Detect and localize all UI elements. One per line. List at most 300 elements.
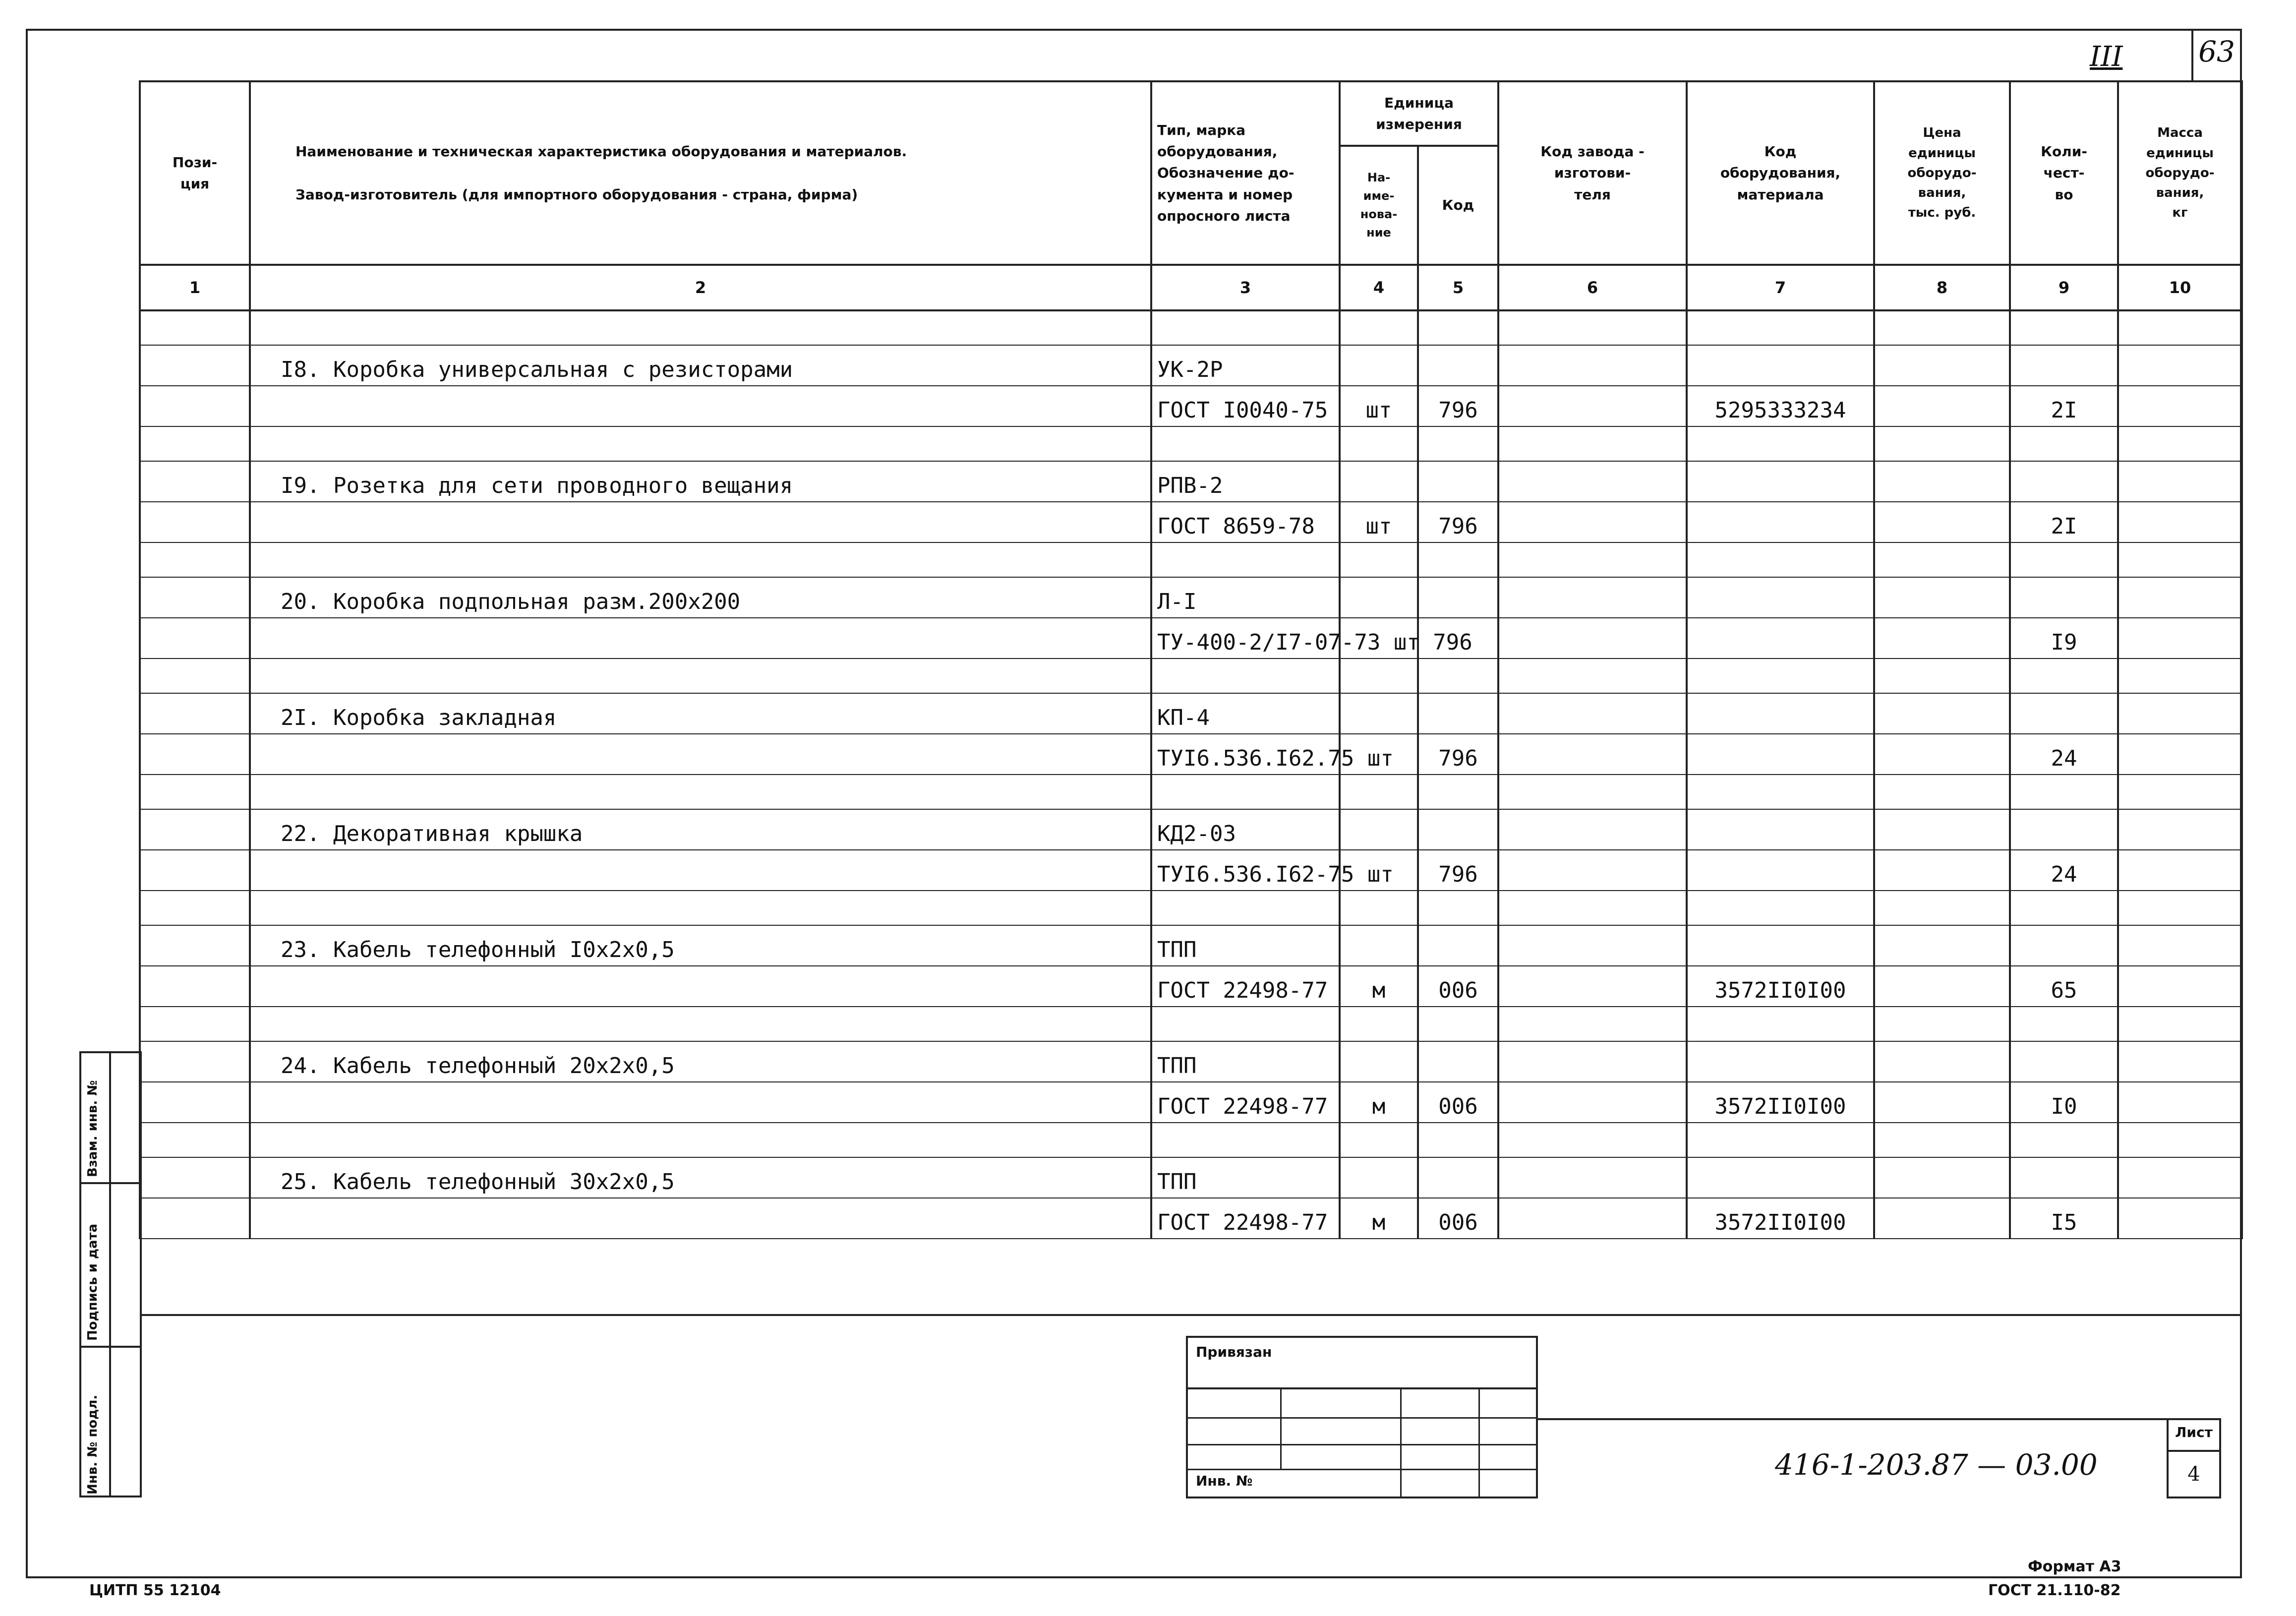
item-price <box>1874 850 2010 891</box>
header-unit: Единица измерения <box>1340 81 1498 146</box>
item-name: I9. Розетка для сети проводного вещания <box>250 461 1151 502</box>
empty-cell <box>1340 658 1418 693</box>
empty-cell <box>2118 1041 2242 1082</box>
empty-cell <box>250 386 1151 426</box>
spacer-row <box>140 658 2242 693</box>
item-price <box>1874 734 2010 775</box>
empty-cell <box>250 542 1151 577</box>
item-type: КП-4 <box>1151 693 1340 734</box>
item-price <box>1874 966 2010 1007</box>
empty-cell <box>250 618 1151 658</box>
item-row-name <box>140 577 2242 618</box>
item-document: ГОСТ I0040-75 <box>1151 386 1340 426</box>
empty-cell <box>1151 658 1340 693</box>
empty-cell <box>1498 925 1687 966</box>
item-name: 25. Кабель телефонный 30х2х0,5 <box>250 1157 1151 1198</box>
empty-cell <box>1874 1123 2010 1157</box>
empty-cell <box>140 1007 250 1041</box>
empty-cell <box>1418 542 1498 577</box>
empty-cell <box>140 658 250 693</box>
empty-cell <box>250 734 1151 775</box>
position-cell <box>140 850 250 891</box>
empty-cell <box>1418 693 1498 734</box>
empty-cell <box>140 775 250 809</box>
empty-cell <box>1498 1123 1687 1157</box>
empty-cell <box>2010 775 2118 809</box>
empty-cell <box>2010 345 2118 386</box>
spacer-row <box>140 542 2242 577</box>
item-equipment-code: 3572II0I00 <box>1687 966 1874 1007</box>
title-block-line <box>1538 1418 2167 1420</box>
item-unit-code: 006 <box>1418 1198 1498 1239</box>
empty-cell <box>1874 426 2010 461</box>
column-number: 8 <box>1874 265 2010 310</box>
empty-cell <box>1418 658 1498 693</box>
item-plant-code <box>1498 850 1687 891</box>
column-number: 1 <box>140 265 250 310</box>
column-number: 6 <box>1498 265 1687 310</box>
stamp-inventory-label: Инв. № <box>1196 1473 1253 1489</box>
item-type: ТПП <box>1151 1157 1340 1198</box>
empty-cell <box>1151 310 1340 345</box>
item-row-details <box>140 734 2242 775</box>
item-mass <box>2118 1082 2242 1123</box>
empty-cell <box>1874 775 2010 809</box>
position-cell <box>140 386 250 426</box>
empty-cell <box>1151 1123 1340 1157</box>
empty-cell <box>250 502 1151 542</box>
side-label-original-inventory: Инв. № подл. <box>85 1394 100 1495</box>
empty-cell <box>140 1123 250 1157</box>
stamp-label: Привязан <box>1196 1344 1272 1360</box>
item-document: ТУI6.536.I62.75 шт <box>1151 734 1340 775</box>
empty-cell <box>1340 577 1418 618</box>
item-unit-code: 006 <box>1418 1082 1498 1123</box>
header-equipment-code: Код оборудования, материала <box>1687 81 1874 265</box>
empty-cell <box>1498 693 1687 734</box>
item-price <box>1874 386 2010 426</box>
spacer-row <box>140 775 2242 809</box>
stamp-line <box>1280 1387 1282 1469</box>
item-plant-code <box>1498 618 1687 658</box>
item-row-details <box>140 386 2242 426</box>
empty-cell <box>1498 1157 1687 1198</box>
empty-cell <box>2010 461 2118 502</box>
item-name: 23. Кабель телефонный I0х2х0,5 <box>250 925 1151 966</box>
empty-cell <box>1874 693 2010 734</box>
empty-cell <box>1498 345 1687 386</box>
empty-cell <box>1874 542 2010 577</box>
item-row-name <box>140 693 2242 734</box>
item-unit: м <box>1340 1198 1418 1239</box>
item-row-name <box>140 925 2242 966</box>
item-unit: шт <box>1340 502 1418 542</box>
sheet-box-line <box>2169 1450 2219 1452</box>
spacer-row <box>140 310 2242 345</box>
empty-cell <box>1498 461 1687 502</box>
spacer-row <box>140 1007 2242 1041</box>
side-strip-divider <box>109 1053 111 1496</box>
item-name: 2I. Коробка закладная <box>250 693 1151 734</box>
item-plant-code <box>1498 734 1687 775</box>
header-plant-code: Код завода - изготови- теля <box>1498 81 1687 265</box>
item-name: 24. Кабель телефонный 20х2х0,5 <box>250 1041 1151 1082</box>
position-cell <box>140 925 250 966</box>
empty-cell <box>1340 775 1418 809</box>
empty-cell <box>2010 1157 2118 1198</box>
empty-cell <box>1418 1123 1498 1157</box>
empty-cell <box>2010 310 2118 345</box>
item-row-name <box>140 809 2242 850</box>
empty-cell <box>1151 426 1340 461</box>
empty-cell <box>1418 345 1498 386</box>
empty-cell <box>1418 577 1498 618</box>
empty-cell <box>2010 891 2118 925</box>
empty-cell <box>1151 1007 1340 1041</box>
column-number: 3 <box>1151 265 1340 310</box>
empty-cell <box>1340 426 1418 461</box>
empty-cell <box>1418 891 1498 925</box>
spacer-row <box>140 891 2242 925</box>
empty-cell <box>1874 809 2010 850</box>
footer-standard: ГОСТ 21.110-82 <box>1988 1582 2121 1599</box>
item-document: ТУ-400-2/I7-07-73 шт 796 <box>1151 618 1340 658</box>
empty-cell <box>250 310 1151 345</box>
item-row-details <box>140 1198 2242 1239</box>
item-unit-code: 796 <box>1418 734 1498 775</box>
item-equipment-code: 3572II0I00 <box>1687 1198 1874 1239</box>
item-row-details <box>140 1082 2242 1123</box>
item-type: ТПП <box>1151 1041 1340 1082</box>
item-price <box>1874 618 2010 658</box>
empty-cell <box>2118 577 2242 618</box>
header-price: Цена единицы оборудо- вания, тыс. руб. <box>1874 81 2010 265</box>
item-plant-code <box>1498 966 1687 1007</box>
empty-cell <box>250 426 1151 461</box>
header-quantity: Коли- чест- во <box>2010 81 2118 265</box>
item-name: 22. Декоративная крышка <box>250 809 1151 850</box>
empty-cell <box>1418 461 1498 502</box>
empty-cell <box>140 542 250 577</box>
item-equipment-code <box>1687 618 1874 658</box>
header-mass: Масса единицы оборудо- вания, кг <box>2118 81 2242 265</box>
empty-cell <box>140 310 250 345</box>
item-unit: шт <box>1340 386 1418 426</box>
empty-cell <box>1687 542 1874 577</box>
empty-cell <box>1687 1157 1874 1198</box>
empty-cell <box>1874 891 2010 925</box>
item-quantity: 65 <box>2010 966 2118 1007</box>
empty-cell <box>140 891 250 925</box>
position-cell <box>140 502 250 542</box>
item-quantity: 24 <box>2010 734 2118 775</box>
empty-cell <box>2010 658 2118 693</box>
position-cell <box>140 618 250 658</box>
item-unit: м <box>1340 966 1418 1007</box>
empty-cell <box>250 1123 1151 1157</box>
side-label-signature-date: Подпись и дата <box>85 1223 100 1341</box>
empty-cell <box>1498 775 1687 809</box>
empty-cell <box>1687 577 1874 618</box>
footer-publisher: ЦИТП 55 12104 <box>89 1582 221 1599</box>
empty-cell <box>1340 542 1418 577</box>
empty-cell <box>1498 891 1687 925</box>
item-unit-code: 006 <box>1418 966 1498 1007</box>
item-type: ТПП <box>1151 925 1340 966</box>
side-strip-line <box>81 1182 140 1184</box>
side-label-replace-inventory: Взам. инв. № <box>85 1080 100 1177</box>
position-cell <box>140 345 250 386</box>
empty-cell <box>1874 345 2010 386</box>
empty-cell <box>2010 809 2118 850</box>
empty-cell <box>1151 542 1340 577</box>
empty-cell <box>250 1198 1151 1239</box>
empty-cell <box>2118 925 2242 966</box>
item-type: Л-I <box>1151 577 1340 618</box>
empty-cell <box>1340 809 1418 850</box>
empty-cell <box>250 658 1151 693</box>
item-equipment-code: 3572II0I00 <box>1687 1082 1874 1123</box>
item-mass <box>2118 966 2242 1007</box>
header-unit-name: На- име- нова- ние <box>1340 146 1418 265</box>
item-row-name <box>140 1157 2242 1198</box>
item-unit: м <box>1340 1082 1418 1123</box>
position-cell <box>140 461 250 502</box>
position-cell <box>140 1198 250 1239</box>
item-row-details <box>140 618 2242 658</box>
empty-cell <box>2010 1007 2118 1041</box>
item-equipment-code <box>1687 850 1874 891</box>
item-document: ГОСТ 22498-77 <box>1151 966 1340 1007</box>
empty-cell <box>1498 426 1687 461</box>
item-mass <box>2118 850 2242 891</box>
empty-cell <box>1418 310 1498 345</box>
empty-cell <box>1498 577 1687 618</box>
item-name: 20. Коробка подпольная разм.200х200 <box>250 577 1151 618</box>
item-mass <box>2118 734 2242 775</box>
item-quantity: I5 <box>2010 1198 2118 1239</box>
column-number: 9 <box>2010 265 2118 310</box>
empty-cell <box>1418 925 1498 966</box>
item-row-name <box>140 345 2242 386</box>
item-mass <box>2118 618 2242 658</box>
item-price <box>1874 1198 2010 1239</box>
empty-cell <box>1687 345 1874 386</box>
item-plant-code <box>1498 1198 1687 1239</box>
empty-cell <box>2118 891 2242 925</box>
empty-cell <box>2118 775 2242 809</box>
item-plant-code <box>1498 502 1687 542</box>
item-document: ГОСТ 22498-77 <box>1151 1198 1340 1239</box>
item-quantity: I0 <box>2010 1082 2118 1123</box>
empty-cell <box>2010 1123 2118 1157</box>
empty-cell <box>1687 809 1874 850</box>
empty-cell <box>1151 775 1340 809</box>
section-roman-numeral: III <box>2090 41 2123 73</box>
header-unit-code: Код <box>1418 146 1498 265</box>
side-strip-line <box>81 1346 140 1348</box>
item-row-details <box>140 966 2242 1007</box>
empty-cell <box>250 891 1151 925</box>
empty-cell <box>2118 426 2242 461</box>
empty-cell <box>1340 1041 1418 1082</box>
sheet-number-box <box>2167 1418 2221 1498</box>
header-type: Тип, марка оборудования, Обозначение до- кумента и номер опросного листа <box>1151 81 1340 265</box>
empty-cell <box>1874 310 2010 345</box>
empty-cell <box>1340 310 1418 345</box>
empty-cell <box>2118 1123 2242 1157</box>
item-quantity: 2I <box>2010 386 2118 426</box>
item-type: РПВ-2 <box>1151 461 1340 502</box>
item-quantity: 2I <box>2010 502 2118 542</box>
empty-cell <box>250 850 1151 891</box>
empty-cell <box>2118 809 2242 850</box>
item-unit-code: 796 <box>1418 386 1498 426</box>
stamp-line <box>1478 1387 1480 1496</box>
item-equipment-code <box>1687 734 1874 775</box>
empty-cell <box>1498 658 1687 693</box>
approval-side-strip <box>79 1051 142 1497</box>
item-type: УК-2Р <box>1151 345 1340 386</box>
document-designation: 416-1-203.87 — 03.00 <box>1775 1448 2098 1482</box>
item-equipment-code: 5295333234 <box>1687 386 1874 426</box>
column-number: 7 <box>1687 265 1874 310</box>
item-row-name <box>140 461 2242 502</box>
item-unit-code: 796 <box>1418 502 1498 542</box>
empty-cell <box>1687 1041 1874 1082</box>
item-price <box>1874 502 2010 542</box>
position-cell <box>140 1157 250 1198</box>
empty-cell <box>250 966 1151 1007</box>
empty-cell <box>2118 345 2242 386</box>
column-number: 4 <box>1340 265 1418 310</box>
stamp-line <box>1188 1387 1536 1389</box>
item-document: ГОСТ 22498-77 <box>1151 1082 1340 1123</box>
position-cell <box>140 693 250 734</box>
empty-cell <box>1874 1157 2010 1198</box>
empty-cell <box>1874 1007 2010 1041</box>
empty-cell <box>2118 1007 2242 1041</box>
sheet-number: 4 <box>2187 1463 2200 1486</box>
empty-cell <box>1687 693 1874 734</box>
empty-cell <box>1498 310 1687 345</box>
item-document: ТУI6.536.I62-75 шт <box>1151 850 1340 891</box>
page-number: 63 <box>2198 35 2235 68</box>
empty-cell <box>1340 891 1418 925</box>
item-equipment-code <box>1687 502 1874 542</box>
empty-cell <box>2118 693 2242 734</box>
empty-cell <box>1340 461 1418 502</box>
empty-cell <box>2118 461 2242 502</box>
empty-cell <box>1418 1041 1498 1082</box>
item-row-name <box>140 1041 2242 1082</box>
item-unit-code: 796 <box>1418 850 1498 891</box>
empty-cell <box>2010 693 2118 734</box>
empty-cell <box>1687 1007 1874 1041</box>
position-cell <box>140 966 250 1007</box>
empty-cell <box>1874 1041 2010 1082</box>
empty-cell <box>2118 542 2242 577</box>
stamp-line <box>1188 1444 1536 1445</box>
stamp-line <box>1400 1387 1402 1496</box>
specification-table <box>139 80 2243 1239</box>
empty-cell <box>1874 461 2010 502</box>
empty-cell <box>1687 1123 1874 1157</box>
spacer-row <box>140 1123 2242 1157</box>
empty-cell <box>1340 925 1418 966</box>
empty-cell <box>1151 891 1340 925</box>
item-document: ГОСТ 8659-78 <box>1151 502 1340 542</box>
empty-cell <box>1874 925 2010 966</box>
empty-cell <box>2010 577 2118 618</box>
item-quantity: 24 <box>2010 850 2118 891</box>
empty-cell <box>1687 461 1874 502</box>
empty-cell <box>1418 1157 1498 1198</box>
empty-cell <box>2118 310 2242 345</box>
empty-cell <box>1498 1007 1687 1041</box>
column-number: 10 <box>2118 265 2242 310</box>
empty-cell <box>1340 1123 1418 1157</box>
empty-cell <box>1687 775 1874 809</box>
item-quantity: I9 <box>2010 618 2118 658</box>
item-type: КД2-03 <box>1151 809 1340 850</box>
position-cell <box>140 809 250 850</box>
item-row-details <box>140 502 2242 542</box>
empty-cell <box>1874 577 2010 618</box>
empty-cell <box>2118 1157 2242 1198</box>
empty-cell <box>1874 658 2010 693</box>
empty-cell <box>1340 1157 1418 1198</box>
item-plant-code <box>1498 386 1687 426</box>
empty-cell <box>1687 925 1874 966</box>
empty-cell <box>2010 925 2118 966</box>
empty-cell <box>2010 542 2118 577</box>
empty-cell <box>1687 891 1874 925</box>
empty-cell <box>1498 809 1687 850</box>
spacer-row <box>140 426 2242 461</box>
empty-cell <box>1340 693 1418 734</box>
binding-stamp <box>1186 1336 1538 1498</box>
empty-cell <box>1340 1007 1418 1041</box>
header-name: Наименование и техническая характеристика оборудования и материалов. Завод-изготовитель (для импортного оборудования - страна, фирма) <box>250 81 1151 265</box>
position-cell <box>140 734 250 775</box>
empty-cell <box>1687 658 1874 693</box>
item-row-details <box>140 850 2242 891</box>
item-price <box>1874 1082 2010 1123</box>
item-plant-code <box>1498 1082 1687 1123</box>
item-mass <box>2118 386 2242 426</box>
empty-cell <box>250 1082 1151 1123</box>
empty-cell <box>140 426 250 461</box>
empty-cell <box>1498 542 1687 577</box>
header-position: Пози- ция <box>140 81 250 265</box>
stamp-line <box>1188 1469 1536 1470</box>
empty-cell <box>1340 345 1418 386</box>
empty-cell <box>1418 775 1498 809</box>
empty-cell <box>2010 426 2118 461</box>
position-cell <box>140 1041 250 1082</box>
sheet-label: Лист <box>2175 1424 2213 1440</box>
empty-cell <box>1498 1041 1687 1082</box>
empty-cell <box>2118 658 2242 693</box>
empty-cell <box>2010 1041 2118 1082</box>
empty-cell <box>1687 310 1874 345</box>
empty-cell <box>1418 426 1498 461</box>
item-mass <box>2118 502 2242 542</box>
empty-cell <box>250 1007 1151 1041</box>
item-mass <box>2118 1198 2242 1239</box>
stamp-line <box>1188 1417 1536 1419</box>
